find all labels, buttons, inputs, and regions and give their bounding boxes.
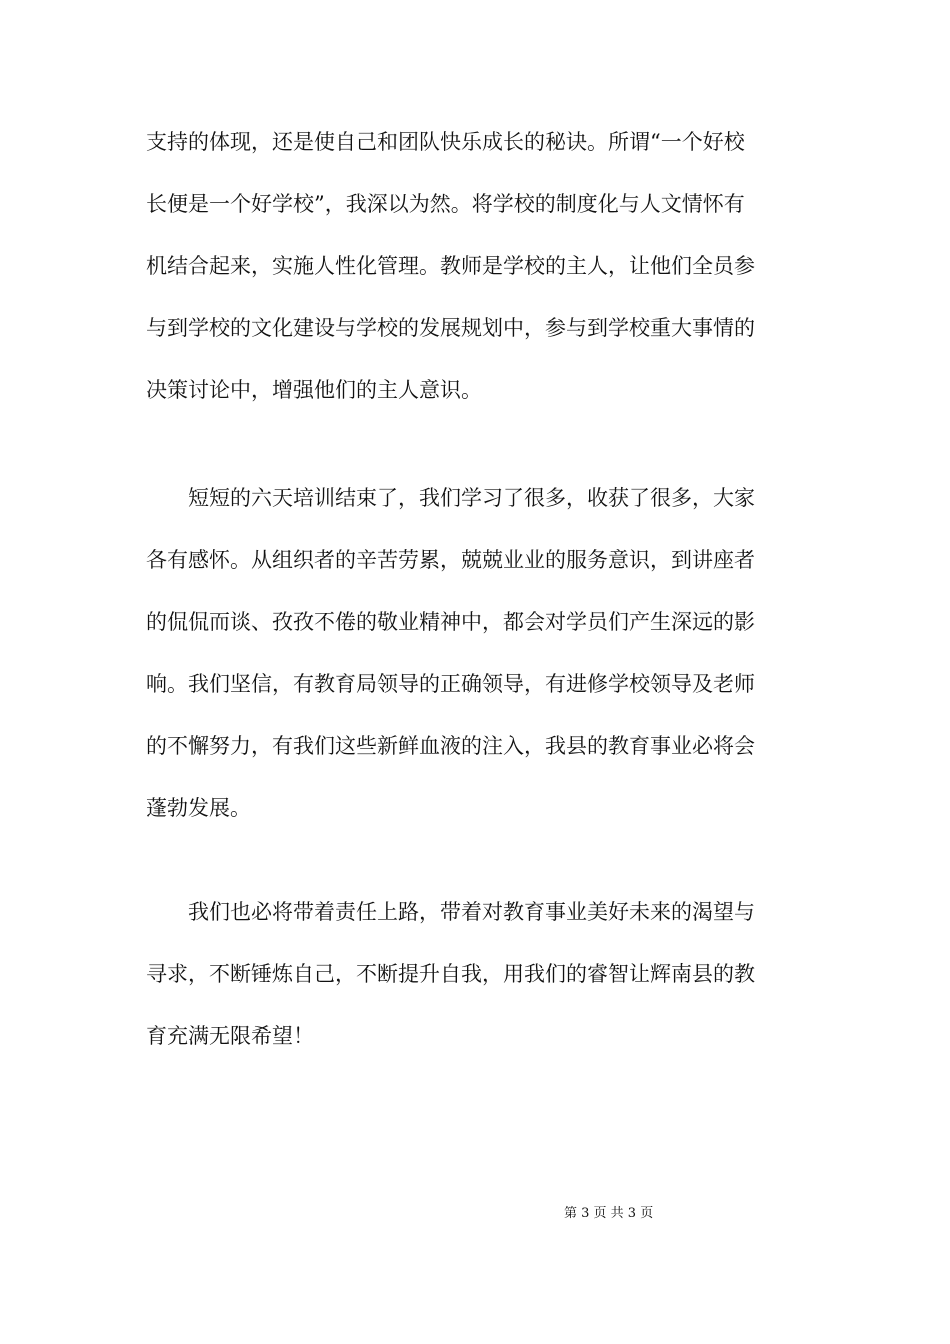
text-line-12: 我们也必将带着责任上路，带着对教育事业美好未来的渴望与 — [146, 900, 755, 924]
text-line-6: 短短的六天培训结束了，我们学习了很多，收获了很多，大家 — [146, 486, 755, 510]
text-line-14: 育充满无限希望！ — [146, 1024, 314, 1048]
text-line-7: 各有感怀。从组织者的辛苦劳累，兢兢业业的服务意识，到讲座者 — [146, 548, 755, 572]
text-line-1: 支持的体现，还是使自己和团队快乐成长的秘诀。所谓“一个好校 — [146, 130, 745, 154]
text-line-10: 的不懈努力，有我们这些新鲜血液的注入，我县的教育事业必将会 — [146, 734, 755, 758]
text-line-2: 长便是一个好学校”，我深以为然。将学校的制度化与人文情怀有 — [146, 192, 745, 216]
text-line-4: 与到学校的文化建设与学校的发展规划中，参与到学校重大事情的 — [146, 316, 755, 340]
text-line-9: 响。我们坚信，有教育局领导的正确领导，有进修学校领导及老师 — [146, 672, 755, 696]
text-line-8: 的侃侃而谈、孜孜不倦的敬业精神中，都会对学员们产生深远的影 — [146, 610, 755, 634]
text-line-13: 寻求，不断锤炼自己，不断提升自我，用我们的睿智让辉南县的教 — [146, 962, 755, 986]
text-line-5: 决策讨论中，增强他们的主人意识。 — [146, 378, 482, 402]
text-line-3: 机结合起来，实施人性化管理。教师是学校的主人，让他们全员参 — [146, 254, 755, 278]
page-number: 第 3 页 共 3 页 — [564, 1206, 654, 1221]
text-line-11: 蓬勃发展。 — [146, 796, 251, 820]
